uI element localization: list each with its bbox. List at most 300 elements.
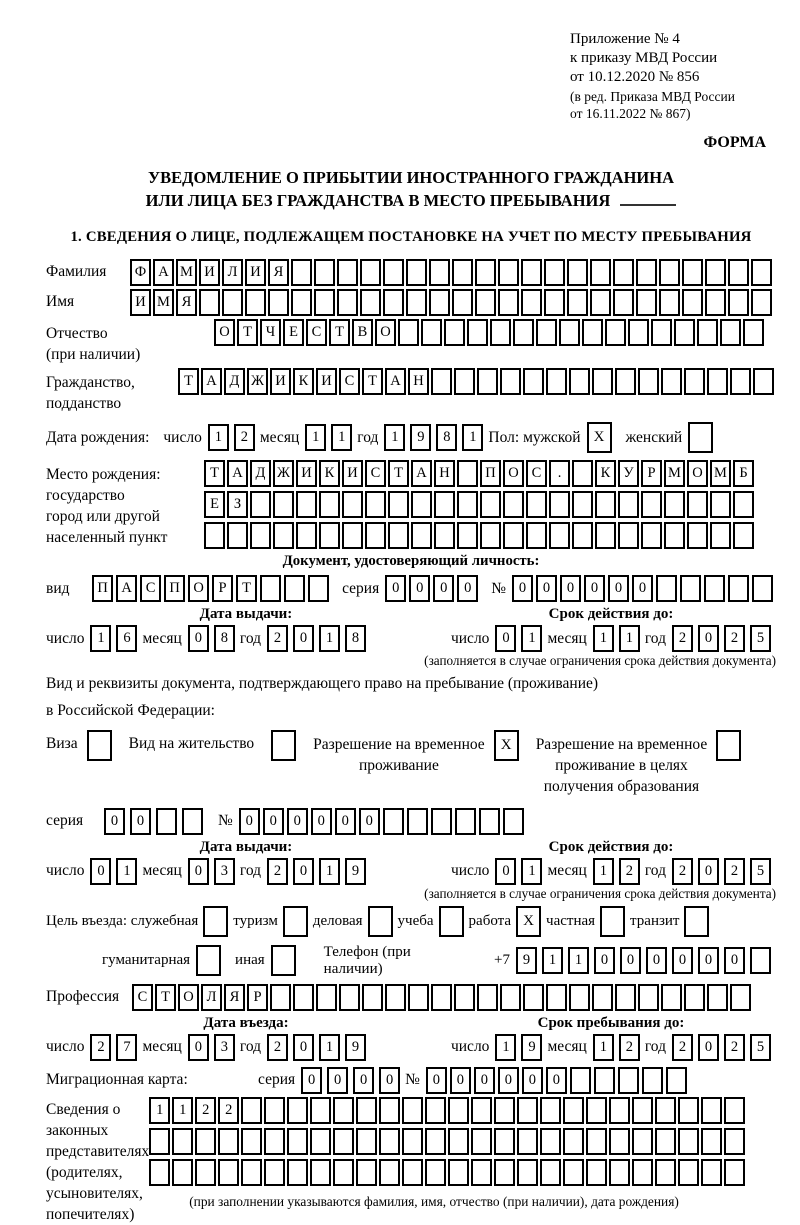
char-cell[interactable]: Т	[388, 460, 409, 487]
char-cell[interactable]	[455, 808, 476, 835]
char-cell[interactable]: О	[214, 319, 235, 346]
purpose-transit-checkbox[interactable]	[684, 906, 709, 937]
char-cell[interactable]	[365, 491, 386, 518]
char-cell[interactable]: И	[316, 368, 337, 395]
char-cell[interactable]	[454, 368, 475, 395]
char-cell[interactable]	[569, 984, 590, 1011]
char-cell[interactable]	[720, 319, 741, 346]
char-cell[interactable]	[618, 1067, 639, 1094]
char-cell[interactable]: 0	[104, 808, 125, 835]
char-cell[interactable]: .	[549, 460, 570, 487]
char-cell[interactable]	[264, 1128, 285, 1155]
char-cell[interactable]: 0	[263, 808, 284, 835]
char-cell[interactable]: 0	[90, 858, 111, 885]
char-cell[interactable]	[701, 1097, 722, 1124]
char-cell[interactable]: Т	[155, 984, 176, 1011]
char-cell[interactable]	[264, 1159, 285, 1186]
char-cell[interactable]	[521, 259, 542, 286]
char-cell[interactable]: Е	[283, 319, 304, 346]
char-cell[interactable]	[651, 319, 672, 346]
char-cell[interactable]: 6	[116, 625, 137, 652]
char-cell[interactable]	[636, 259, 657, 286]
char-cell[interactable]: М	[176, 259, 197, 286]
char-cell[interactable]: 2	[218, 1097, 239, 1124]
char-cell[interactable]	[701, 1159, 722, 1186]
char-cell[interactable]	[661, 984, 682, 1011]
char-cell[interactable]	[500, 984, 521, 1011]
char-cell[interactable]: 0	[385, 575, 406, 602]
char-cell[interactable]: М	[710, 460, 731, 487]
char-cell[interactable]	[195, 1128, 216, 1155]
char-cell[interactable]	[457, 491, 478, 518]
char-cell[interactable]	[319, 522, 340, 549]
char-cell[interactable]: 5	[750, 858, 771, 885]
char-cell[interactable]: 1	[149, 1097, 170, 1124]
char-cell[interactable]	[431, 808, 452, 835]
char-cell[interactable]: 1	[521, 858, 542, 885]
char-cell[interactable]	[526, 522, 547, 549]
char-cell[interactable]	[705, 289, 726, 316]
char-cell[interactable]	[682, 259, 703, 286]
char-cell[interactable]	[638, 368, 659, 395]
char-cell[interactable]: Я	[268, 259, 289, 286]
char-cell[interactable]: 5	[750, 625, 771, 652]
char-cell[interactable]: 1	[593, 1034, 614, 1061]
char-cell[interactable]	[704, 575, 725, 602]
char-cell[interactable]: 0	[433, 575, 454, 602]
char-cell[interactable]: 2	[234, 424, 255, 451]
char-cell[interactable]: М	[153, 289, 174, 316]
female-checkbox[interactable]	[688, 422, 713, 453]
char-cell[interactable]: 1	[305, 424, 326, 451]
char-cell[interactable]	[572, 522, 593, 549]
char-cell[interactable]	[222, 289, 243, 316]
char-cell[interactable]: 1	[593, 858, 614, 885]
char-cell[interactable]	[656, 575, 677, 602]
char-cell[interactable]	[425, 1097, 446, 1124]
char-cell[interactable]: Е	[204, 491, 225, 518]
char-cell[interactable]	[642, 1067, 663, 1094]
char-cell[interactable]	[480, 522, 501, 549]
char-cell[interactable]	[605, 319, 626, 346]
purpose-other-checkbox[interactable]	[271, 945, 296, 976]
char-cell[interactable]	[750, 947, 771, 974]
char-cell[interactable]	[379, 1159, 400, 1186]
char-cell[interactable]: 0	[450, 1067, 471, 1094]
char-cell[interactable]: К	[293, 368, 314, 395]
char-cell[interactable]	[314, 289, 335, 316]
char-cell[interactable]	[659, 259, 680, 286]
char-cell[interactable]: 1	[384, 424, 405, 451]
char-cell[interactable]: И	[130, 289, 151, 316]
char-cell[interactable]	[705, 259, 726, 286]
char-cell[interactable]	[227, 522, 248, 549]
char-cell[interactable]	[471, 1128, 492, 1155]
char-cell[interactable]	[570, 1067, 591, 1094]
edu-residence-permit-checkbox[interactable]	[716, 730, 741, 761]
char-cell[interactable]: Т	[329, 319, 350, 346]
char-cell[interactable]	[250, 522, 271, 549]
char-cell[interactable]	[475, 259, 496, 286]
char-cell[interactable]	[595, 522, 616, 549]
char-cell[interactable]	[356, 1097, 377, 1124]
char-cell[interactable]: 0	[724, 947, 745, 974]
char-cell[interactable]	[503, 522, 524, 549]
char-cell[interactable]	[310, 1159, 331, 1186]
char-cell[interactable]	[398, 319, 419, 346]
char-cell[interactable]	[296, 522, 317, 549]
char-cell[interactable]	[494, 1097, 515, 1124]
char-cell[interactable]: 0	[457, 575, 478, 602]
char-cell[interactable]: 0	[409, 575, 430, 602]
char-cell[interactable]: Д	[224, 368, 245, 395]
char-cell[interactable]	[678, 1159, 699, 1186]
char-cell[interactable]	[590, 259, 611, 286]
char-cell[interactable]	[628, 319, 649, 346]
char-cell[interactable]: 0	[287, 808, 308, 835]
char-cell[interactable]: К	[595, 460, 616, 487]
char-cell[interactable]	[448, 1128, 469, 1155]
char-cell[interactable]	[563, 1159, 584, 1186]
char-cell[interactable]: 0	[498, 1067, 519, 1094]
char-cell[interactable]: А	[116, 575, 137, 602]
char-cell[interactable]: 0	[130, 808, 151, 835]
char-cell[interactable]	[728, 575, 749, 602]
char-cell[interactable]	[586, 1097, 607, 1124]
char-cell[interactable]: Ч	[260, 319, 281, 346]
char-cell[interactable]: К	[319, 460, 340, 487]
char-cell[interactable]	[544, 289, 565, 316]
visa-checkbox[interactable]	[87, 730, 112, 761]
char-cell[interactable]: 2	[672, 625, 693, 652]
char-cell[interactable]	[339, 984, 360, 1011]
char-cell[interactable]	[457, 460, 478, 487]
char-cell[interactable]	[567, 289, 588, 316]
char-cell[interactable]	[429, 289, 450, 316]
char-cell[interactable]	[503, 808, 524, 835]
char-cell[interactable]: 0	[495, 625, 516, 652]
char-cell[interactable]: М	[664, 460, 685, 487]
char-cell[interactable]: 0	[620, 947, 641, 974]
purpose-business-checkbox[interactable]	[368, 906, 393, 937]
char-cell[interactable]	[733, 491, 754, 518]
char-cell[interactable]: Ж	[273, 460, 294, 487]
char-cell[interactable]: 0	[646, 947, 667, 974]
char-cell[interactable]	[664, 491, 685, 518]
char-cell[interactable]	[199, 289, 220, 316]
char-cell[interactable]: 1	[495, 1034, 516, 1061]
char-cell[interactable]	[383, 259, 404, 286]
char-cell[interactable]	[383, 289, 404, 316]
char-cell[interactable]	[195, 1159, 216, 1186]
char-cell[interactable]	[498, 289, 519, 316]
char-cell[interactable]: 0	[672, 947, 693, 974]
char-cell[interactable]	[521, 289, 542, 316]
char-cell[interactable]	[609, 1159, 630, 1186]
char-cell[interactable]: 1	[172, 1097, 193, 1124]
char-cell[interactable]: 0	[522, 1067, 543, 1094]
char-cell[interactable]: 2	[90, 1034, 111, 1061]
char-cell[interactable]: 0	[353, 1067, 374, 1094]
char-cell[interactable]	[388, 522, 409, 549]
char-cell[interactable]	[753, 368, 774, 395]
char-cell[interactable]	[594, 1067, 615, 1094]
char-cell[interactable]: Б	[733, 460, 754, 487]
char-cell[interactable]	[407, 808, 428, 835]
char-cell[interactable]	[245, 289, 266, 316]
char-cell[interactable]	[310, 1128, 331, 1155]
char-cell[interactable]	[273, 522, 294, 549]
char-cell[interactable]	[360, 259, 381, 286]
char-cell[interactable]	[452, 289, 473, 316]
char-cell[interactable]: 0	[311, 808, 332, 835]
char-cell[interactable]	[471, 1097, 492, 1124]
char-cell[interactable]: 9	[410, 424, 431, 451]
char-cell[interactable]	[379, 1128, 400, 1155]
char-cell[interactable]: 2	[195, 1097, 216, 1124]
char-cell[interactable]	[268, 289, 289, 316]
char-cell[interactable]	[454, 984, 475, 1011]
char-cell[interactable]: У	[618, 460, 639, 487]
char-cell[interactable]: 0	[359, 808, 380, 835]
char-cell[interactable]: 1	[542, 947, 563, 974]
char-cell[interactable]: 5	[750, 1034, 771, 1061]
char-cell[interactable]	[494, 1128, 515, 1155]
char-cell[interactable]: 2	[267, 1034, 288, 1061]
char-cell[interactable]	[724, 1159, 745, 1186]
char-cell[interactable]	[678, 1128, 699, 1155]
char-cell[interactable]: 0	[474, 1067, 495, 1094]
char-cell[interactable]	[342, 491, 363, 518]
char-cell[interactable]	[632, 1159, 653, 1186]
purpose-private-checkbox[interactable]	[600, 906, 625, 937]
char-cell[interactable]	[241, 1128, 262, 1155]
char-cell[interactable]	[536, 319, 557, 346]
char-cell[interactable]	[270, 984, 291, 1011]
purpose-work-checkbox[interactable]: X	[516, 906, 541, 937]
char-cell[interactable]: 0	[379, 1067, 400, 1094]
char-cell[interactable]	[752, 575, 773, 602]
char-cell[interactable]	[632, 1128, 653, 1155]
char-cell[interactable]	[356, 1159, 377, 1186]
char-cell[interactable]: 9	[521, 1034, 542, 1061]
char-cell[interactable]	[751, 289, 772, 316]
char-cell[interactable]	[333, 1128, 354, 1155]
char-cell[interactable]: 0	[698, 625, 719, 652]
char-cell[interactable]	[260, 575, 281, 602]
char-cell[interactable]	[421, 319, 442, 346]
char-cell[interactable]	[467, 319, 488, 346]
char-cell[interactable]	[572, 491, 593, 518]
char-cell[interactable]	[480, 491, 501, 518]
char-cell[interactable]	[724, 1097, 745, 1124]
char-cell[interactable]	[586, 1128, 607, 1155]
char-cell[interactable]: 0	[546, 1067, 567, 1094]
char-cell[interactable]: 3	[214, 1034, 235, 1061]
char-cell[interactable]	[434, 491, 455, 518]
char-cell[interactable]	[204, 522, 225, 549]
char-cell[interactable]: Т	[236, 575, 257, 602]
char-cell[interactable]	[337, 289, 358, 316]
char-cell[interactable]: 1	[568, 947, 589, 974]
char-cell[interactable]	[448, 1159, 469, 1186]
char-cell[interactable]	[264, 1097, 285, 1124]
char-cell[interactable]: 8	[214, 625, 235, 652]
char-cell[interactable]	[425, 1159, 446, 1186]
char-cell[interactable]	[710, 522, 731, 549]
char-cell[interactable]	[707, 368, 728, 395]
char-cell[interactable]: 1	[116, 858, 137, 885]
char-cell[interactable]: 9	[516, 947, 537, 974]
char-cell[interactable]	[678, 1097, 699, 1124]
char-cell[interactable]: Т	[237, 319, 258, 346]
char-cell[interactable]: Т	[362, 368, 383, 395]
char-cell[interactable]	[592, 368, 613, 395]
char-cell[interactable]: 2	[672, 858, 693, 885]
char-cell[interactable]	[218, 1128, 239, 1155]
char-cell[interactable]: А	[153, 259, 174, 286]
char-cell[interactable]	[503, 491, 524, 518]
char-cell[interactable]	[569, 368, 590, 395]
char-cell[interactable]: 9	[345, 858, 366, 885]
char-cell[interactable]	[567, 259, 588, 286]
char-cell[interactable]	[356, 1128, 377, 1155]
char-cell[interactable]	[425, 1128, 446, 1155]
char-cell[interactable]	[406, 289, 427, 316]
char-cell[interactable]: 1	[208, 424, 229, 451]
char-cell[interactable]	[540, 1128, 561, 1155]
char-cell[interactable]	[287, 1159, 308, 1186]
char-cell[interactable]: И	[245, 259, 266, 286]
char-cell[interactable]	[724, 1128, 745, 1155]
char-cell[interactable]	[707, 984, 728, 1011]
char-cell[interactable]: 1	[593, 625, 614, 652]
char-cell[interactable]	[595, 491, 616, 518]
char-cell[interactable]: Н	[434, 460, 455, 487]
char-cell[interactable]: Н	[408, 368, 429, 395]
char-cell[interactable]	[733, 522, 754, 549]
char-cell[interactable]	[498, 259, 519, 286]
char-cell[interactable]	[728, 289, 749, 316]
char-cell[interactable]: Л	[201, 984, 222, 1011]
char-cell[interactable]: 0	[426, 1067, 447, 1094]
char-cell[interactable]	[241, 1159, 262, 1186]
char-cell[interactable]: Т	[204, 460, 225, 487]
char-cell[interactable]: 0	[594, 947, 615, 974]
char-cell[interactable]	[406, 259, 427, 286]
char-cell[interactable]	[448, 1097, 469, 1124]
char-cell[interactable]	[172, 1159, 193, 1186]
char-cell[interactable]: Л	[222, 259, 243, 286]
char-cell[interactable]	[444, 319, 465, 346]
char-cell[interactable]	[408, 984, 429, 1011]
char-cell[interactable]	[291, 289, 312, 316]
temp-residence-permit-checkbox[interactable]: X	[494, 730, 519, 761]
char-cell[interactable]	[314, 259, 335, 286]
char-cell[interactable]: 1	[319, 858, 340, 885]
char-cell[interactable]	[613, 259, 634, 286]
char-cell[interactable]	[333, 1097, 354, 1124]
char-cell[interactable]	[149, 1128, 170, 1155]
char-cell[interactable]: 1	[331, 424, 352, 451]
char-cell[interactable]: П	[164, 575, 185, 602]
char-cell[interactable]	[517, 1128, 538, 1155]
char-cell[interactable]	[287, 1128, 308, 1155]
char-cell[interactable]	[572, 460, 593, 487]
char-cell[interactable]	[471, 1159, 492, 1186]
char-cell[interactable]: 2	[672, 1034, 693, 1061]
char-cell[interactable]: С	[365, 460, 386, 487]
char-cell[interactable]: Ж	[247, 368, 268, 395]
char-cell[interactable]	[383, 808, 404, 835]
char-cell[interactable]	[431, 984, 452, 1011]
char-cell[interactable]: 0	[188, 625, 209, 652]
char-cell[interactable]: С	[526, 460, 547, 487]
char-cell[interactable]	[342, 522, 363, 549]
char-cell[interactable]: 2	[619, 1034, 640, 1061]
char-cell[interactable]: О	[375, 319, 396, 346]
char-cell[interactable]	[728, 259, 749, 286]
char-cell[interactable]	[549, 522, 570, 549]
char-cell[interactable]: С	[132, 984, 153, 1011]
char-cell[interactable]	[218, 1159, 239, 1186]
char-cell[interactable]: Я	[176, 289, 197, 316]
char-cell[interactable]: О	[503, 460, 524, 487]
char-cell[interactable]	[563, 1097, 584, 1124]
char-cell[interactable]	[287, 1097, 308, 1124]
char-cell[interactable]	[316, 984, 337, 1011]
char-cell[interactable]: А	[201, 368, 222, 395]
char-cell[interactable]	[563, 1128, 584, 1155]
char-cell[interactable]	[641, 491, 662, 518]
char-cell[interactable]	[284, 575, 305, 602]
char-cell[interactable]: 2	[267, 625, 288, 652]
char-cell[interactable]: 1	[619, 625, 640, 652]
char-cell[interactable]: 0	[536, 575, 557, 602]
char-cell[interactable]: И	[342, 460, 363, 487]
char-cell[interactable]	[250, 491, 271, 518]
char-cell[interactable]	[674, 319, 695, 346]
char-cell[interactable]	[609, 1097, 630, 1124]
char-cell[interactable]	[641, 522, 662, 549]
char-cell[interactable]	[687, 491, 708, 518]
char-cell[interactable]	[526, 491, 547, 518]
char-cell[interactable]	[655, 1097, 676, 1124]
purpose-official-checkbox[interactable]	[203, 906, 228, 937]
char-cell[interactable]	[592, 984, 613, 1011]
char-cell[interactable]: 2	[724, 858, 745, 885]
char-cell[interactable]: 9	[345, 1034, 366, 1061]
char-cell[interactable]: 0	[293, 625, 314, 652]
char-cell[interactable]: 7	[116, 1034, 137, 1061]
char-cell[interactable]	[697, 319, 718, 346]
char-cell[interactable]	[479, 808, 500, 835]
char-cell[interactable]	[500, 368, 521, 395]
char-cell[interactable]: Ф	[130, 259, 151, 286]
char-cell[interactable]	[379, 1097, 400, 1124]
char-cell[interactable]: Р	[212, 575, 233, 602]
char-cell[interactable]	[291, 259, 312, 286]
char-cell[interactable]: 0	[327, 1067, 348, 1094]
char-cell[interactable]: С	[339, 368, 360, 395]
char-cell[interactable]: 0	[301, 1067, 322, 1094]
char-cell[interactable]	[655, 1128, 676, 1155]
char-cell[interactable]: 0	[560, 575, 581, 602]
char-cell[interactable]	[365, 522, 386, 549]
char-cell[interactable]: 0	[335, 808, 356, 835]
char-cell[interactable]: Я	[224, 984, 245, 1011]
char-cell[interactable]	[517, 1159, 538, 1186]
